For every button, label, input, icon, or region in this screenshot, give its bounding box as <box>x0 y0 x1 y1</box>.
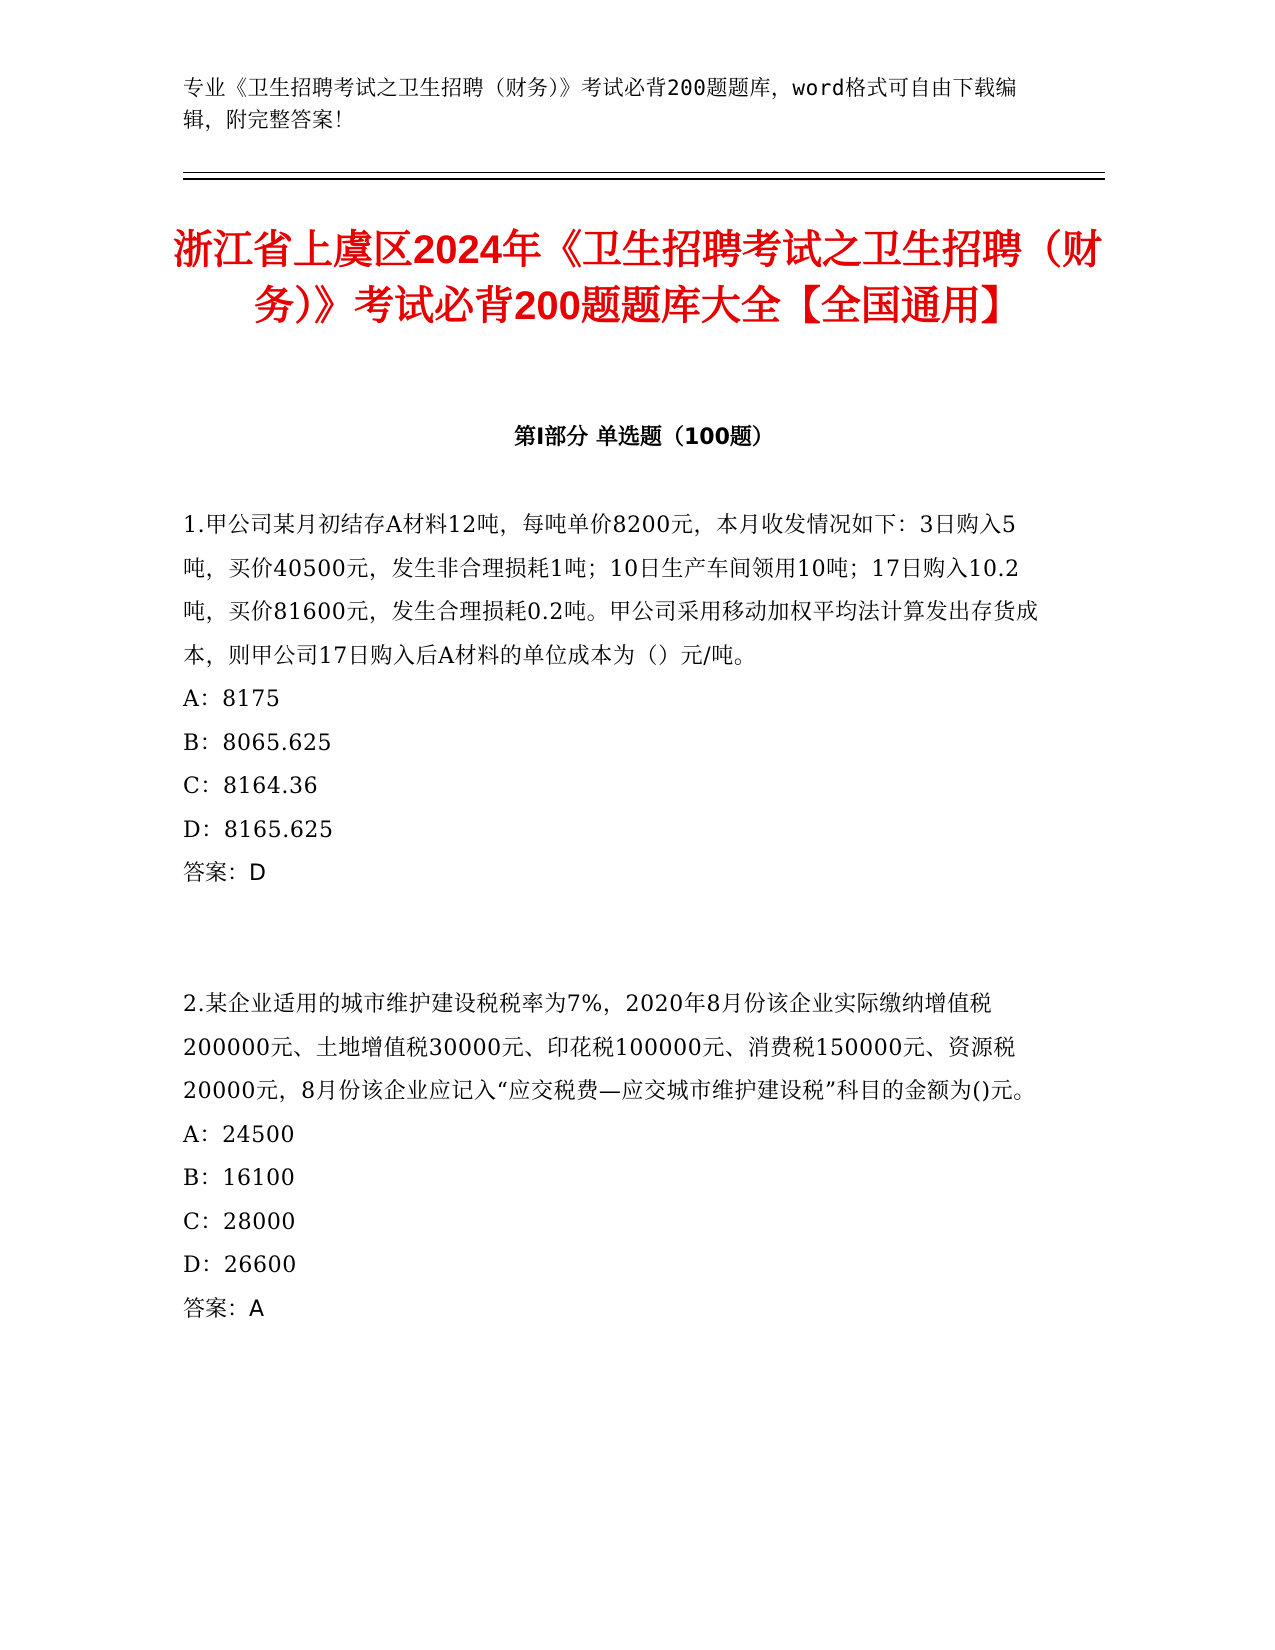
option-c: C：8164.36 <box>183 774 319 799</box>
header-divider-thick <box>183 178 1105 180</box>
header-note: 专业《卫生招聘考试之卫生招聘（财务）》考试必背200题题库，word格式可自由下载编辑，附完整答案！ <box>183 76 1017 132</box>
option-b: B：8065.625 <box>183 730 333 756</box>
header-divider-thin <box>183 172 1105 173</box>
question-stem: 2.某企业适用的城市维护建设税税率为7%，2020年8月份该企业实际缴纳增值税200000元、土地增值税30000元、印花税100000元、消费税150000元、资源税20000元，8月份该企业应记入“应交税费—应交城市维护建设税”科目的金额为()元。 <box>183 992 1036 1104</box>
question-stem: 1.甲公司某月初结存A材料12吨，每吨单价8200元，本月收发情况如下：3日购入5吨，买价40500元，发生非合理损耗1吨；10日生产车间领用10吨；17日购入10.2吨，买价81600元，发生合理损耗0.2吨。甲公司采用移动加权平均法计算发出存货成本，则甲公司17日购入后A材料的单位成本为（）元/吨。 <box>183 513 1039 669</box>
option-a: A：8175 <box>183 687 281 712</box>
document-title: 浙江省上虞区2024年《卫生招聘考试之卫生招聘（财务）》考试必背200题题库大全【全国通用】 <box>173 228 1102 328</box>
option-c: C：28000 <box>183 1209 297 1235</box>
option-d: D：26600 <box>183 1253 297 1278</box>
answer-line: 答案：D <box>183 861 266 886</box>
option-b: B：16100 <box>183 1166 296 1191</box>
option-d: D：8165.625 <box>183 817 334 843</box>
answer-line: 答案：A <box>183 1296 265 1322</box>
section-heading: 第I部分 单选题（100题） <box>514 425 774 450</box>
question-1 <box>183 504 1053 896</box>
option-a: A：24500 <box>183 1122 296 1148</box>
question-2 <box>183 983 1053 1331</box>
